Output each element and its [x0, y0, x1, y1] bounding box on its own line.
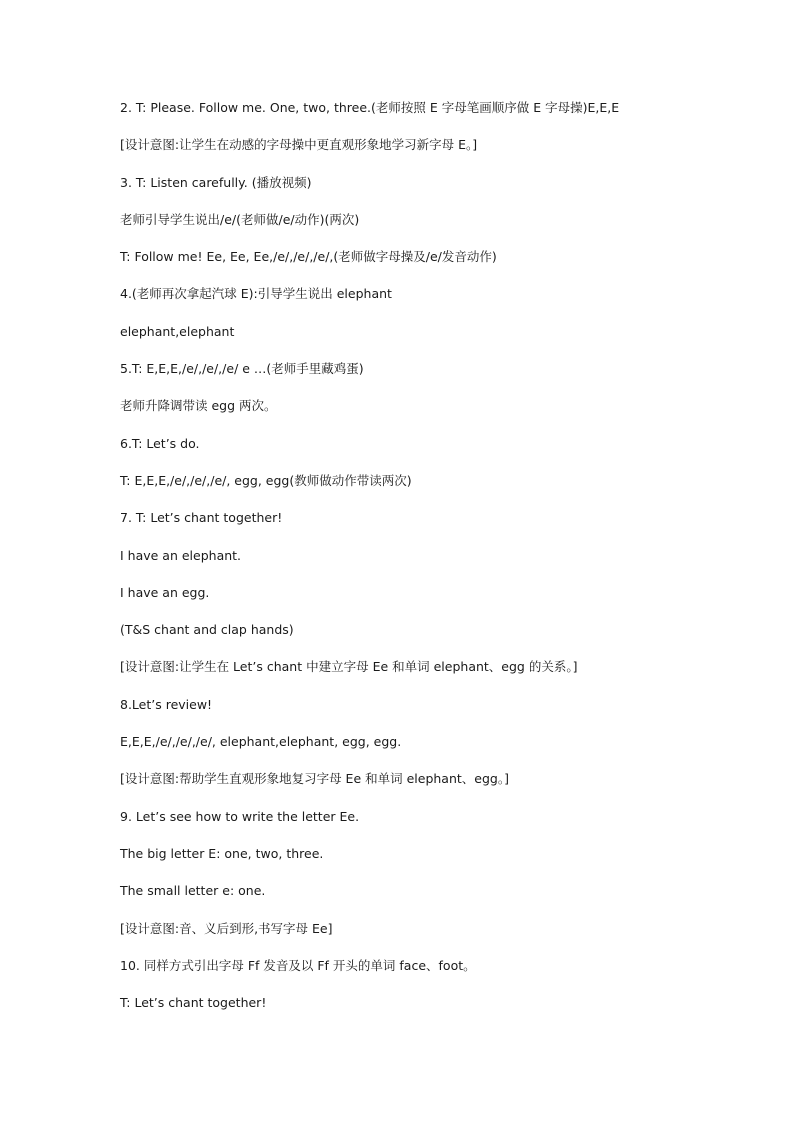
- review-sequence: E,E,E,/e/,/e/,/e/, elephant,elephant, egg, egg.: [120, 734, 402, 750]
- big-letter-strokes: The big letter E: one, two, three.: [120, 845, 324, 861]
- design-intent-writing: [设计意图:音、义后到形,书写字母 Ee]: [120, 920, 333, 936]
- chant-clap-hands: (T&S chant and clap hands): [120, 622, 294, 638]
- step-8-review: 8.Let’s review!: [120, 696, 213, 712]
- step-9-write: 9. Let’s see how to write the letter Ee.: [120, 808, 360, 824]
- step-3-listen: 3. T: Listen carefully. (播放视频): [120, 174, 312, 190]
- step-10-letter-ff: 10. 同样方式引出字母 Ff 发音及以 Ff 开头的单词 face、foot。: [120, 957, 476, 973]
- teacher-guides-sound: 老师引导学生说出/e/(老师做/e/动作)(两次): [120, 211, 360, 227]
- chant-elephant: I have an elephant.: [120, 547, 242, 563]
- chant-egg: I have an egg.: [120, 584, 210, 600]
- step-2-follow-me: 2. T: Please. Follow me. One, two, three.(老师按照 E 字母笔画顺序做 E 字母操)E,E,E: [120, 100, 620, 115]
- step-4-balloon: 4.(老师再次拿起汽球 E):引导学生说出 elephant: [120, 286, 392, 302]
- read-egg-twice: 老师升降调带读 egg 两次。: [120, 398, 277, 414]
- step-7-chant: 7. T: Let’s chant together!: [120, 510, 283, 526]
- elephant-repeat: elephant,elephant: [120, 323, 235, 339]
- small-letter-strokes: The small letter e: one.: [120, 883, 266, 899]
- step-6-lets-do: 6.T: Let’s do.: [120, 435, 200, 451]
- design-intent-letter-exercise: [设计意图:让学生在动感的字母操中更直观形象地学习新字母 E。]: [120, 137, 478, 153]
- step-5-egg: 5.T: E,E,E,/e/,/e/,/e/ e …(老师手里藏鸡蛋): [120, 361, 364, 377]
- lesson-steps: [120, 99, 760, 1031]
- follow-me-ee: T: Follow me! Ee, Ee, Ee,/e/,/e/,/e/,(老师做字母操及/e/发音动作): [120, 249, 497, 265]
- design-intent-review: [设计意图:帮助学生直观形象地复习字母 Ee 和单词 elephant、egg。]: [120, 771, 509, 787]
- chant-together-ff: T: Let’s chant together!: [120, 995, 267, 1011]
- design-intent-chant: [设计意图:让学生在 Let’s chant 中建立字母 Ee 和单词 elephant、egg 的关系。]: [120, 659, 578, 675]
- egg-actions: T: E,E,E,/e/,/e/,/e/, egg, egg(教师做动作带读两次): [120, 472, 412, 488]
